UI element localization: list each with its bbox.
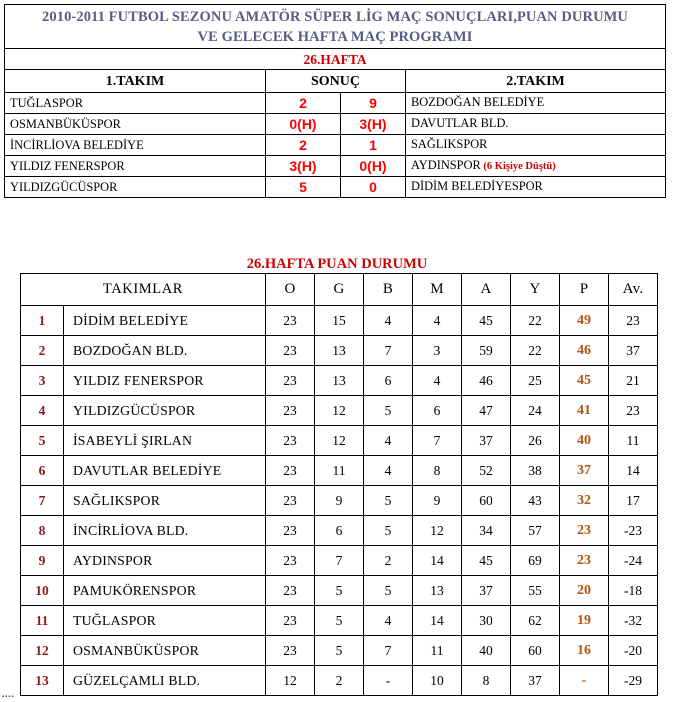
standings-goals-against: 22 <box>511 306 560 336</box>
standings-points: 40 <box>560 426 609 456</box>
standings-goals-for: 52 <box>462 456 511 486</box>
table-row <box>21 576 658 606</box>
standings-won: 12 <box>315 396 364 426</box>
standings-rank: 3 <box>21 366 64 396</box>
table-row <box>21 666 658 696</box>
standings-goal-diff: 17 <box>609 486 658 516</box>
standings-played: 23 <box>266 636 315 666</box>
standings-won: 9 <box>315 486 364 516</box>
standings-goals-against: 60 <box>511 636 560 666</box>
standings-won: 13 <box>315 366 364 396</box>
standings-played: 23 <box>266 546 315 576</box>
standings-played: 12 <box>266 666 315 696</box>
table-row <box>5 114 666 135</box>
standings-won: 5 <box>315 606 364 636</box>
header-score: SONUÇ <box>266 70 406 93</box>
standings-rank: 1 <box>21 306 64 336</box>
table-row <box>21 516 658 546</box>
standings-team-name: DİDİM BELEDİYE <box>64 306 266 336</box>
standings-team-name: İSABEYLİ ŞIRLAN <box>64 426 266 456</box>
table-row <box>5 156 666 177</box>
results-header-row <box>5 70 666 93</box>
standings-won: 2 <box>315 666 364 696</box>
week-label: 26.HAFTA <box>5 49 666 70</box>
standings-goal-diff: -23 <box>609 516 658 546</box>
header-team2: 2.TAKIM <box>406 70 666 93</box>
standings-won: 15 <box>315 306 364 336</box>
standings-goal-diff: -18 <box>609 576 658 606</box>
standings-goals-against: 26 <box>511 426 560 456</box>
standings-points: 16 <box>560 636 609 666</box>
table-row <box>5 135 666 156</box>
standings-drawn: 5 <box>364 576 413 606</box>
standings-title: 26.HAFTA PUAN DURUMU <box>246 256 428 272</box>
result-away-score: 9 <box>341 93 406 114</box>
result-away-team-name: BOZDOĞAN BELEDİYE <box>411 95 545 109</box>
standings-goals-against: 69 <box>511 546 560 576</box>
standings-points: 41 <box>560 396 609 426</box>
standings-goals-against: 22 <box>511 336 560 366</box>
standings-drawn: 4 <box>364 456 413 486</box>
standings-rank: 13 <box>21 666 64 696</box>
standings-goal-diff: -24 <box>609 546 658 576</box>
table-row <box>21 606 658 636</box>
standings-team-name: AYDINSPOR <box>64 546 266 576</box>
standings-played: 23 <box>266 366 315 396</box>
standings-rank: 8 <box>21 516 64 546</box>
standings-rank: 7 <box>21 486 64 516</box>
standings-lost: 3 <box>413 336 462 366</box>
standings-lost: 4 <box>413 366 462 396</box>
table-row <box>21 546 658 576</box>
standings-table <box>20 273 658 696</box>
standings-header-points: P <box>560 274 609 306</box>
result-home-score: 0(H) <box>266 114 341 135</box>
standings-rank: 10 <box>21 576 64 606</box>
standings-drawn: 4 <box>364 606 413 636</box>
standings-rank: 9 <box>21 546 64 576</box>
result-away-team <box>406 114 666 135</box>
table-row <box>21 366 658 396</box>
standings-rank: 12 <box>21 636 64 666</box>
standings-drawn: 6 <box>364 366 413 396</box>
standings-points: 46 <box>560 336 609 366</box>
table-row <box>21 336 658 366</box>
standings-goal-diff: 14 <box>609 456 658 486</box>
standings-team-name: BOZDOĞAN BLD. <box>64 336 266 366</box>
standings-lost: 12 <box>413 516 462 546</box>
standings-played: 23 <box>266 456 315 486</box>
standings-points: 37 <box>560 456 609 486</box>
standings-played: 23 <box>266 426 315 456</box>
table-row <box>21 486 658 516</box>
standings-header-drawn: B <box>364 274 413 306</box>
standings-rank: 2 <box>21 336 64 366</box>
standings-points: 32 <box>560 486 609 516</box>
standings-played: 23 <box>266 306 315 336</box>
standings-played: 23 <box>266 396 315 426</box>
standings-won: 13 <box>315 336 364 366</box>
standings-goals-against: 38 <box>511 456 560 486</box>
standings-goals-for: 37 <box>462 576 511 606</box>
standings-goals-for: 30 <box>462 606 511 636</box>
table-row <box>21 306 658 336</box>
result-away-score: 0 <box>341 177 406 198</box>
standings-header-goals-against: Y <box>511 274 560 306</box>
standings-drawn: 7 <box>364 336 413 366</box>
standings-goals-for: 34 <box>462 516 511 546</box>
standings-drawn: 5 <box>364 396 413 426</box>
standings-goals-for: 45 <box>462 306 511 336</box>
standings-team-name: YILDIZ FENERSPOR <box>64 366 266 396</box>
standings-goal-diff: 21 <box>609 366 658 396</box>
document-title-line1: 2010-2011 FUTBOL SEZONU AMATÖR SÜPER LİG MAÇ SONUÇLARI,PUAN DURUMU <box>42 9 628 25</box>
standings-won: 6 <box>315 516 364 546</box>
standings-goals-against: 55 <box>511 576 560 606</box>
standings-rank: 4 <box>21 396 64 426</box>
standings-goals-against: 43 <box>511 486 560 516</box>
standings-goal-diff: 23 <box>609 306 658 336</box>
standings-lost: 11 <box>413 636 462 666</box>
standings-won: 11 <box>315 456 364 486</box>
standings-points: 45 <box>560 366 609 396</box>
standings-header-teams: TAKIMLAR <box>21 274 266 306</box>
standings-won: 5 <box>315 636 364 666</box>
standings-drawn: 2 <box>364 546 413 576</box>
standings-goals-for: 60 <box>462 486 511 516</box>
standings-goals-against: 57 <box>511 516 560 546</box>
result-home-team: İNCİRLİOVA BELEDİYE <box>5 135 266 156</box>
header-team1: 1.TAKIM <box>5 70 266 93</box>
standings-header-lost: M <box>413 274 462 306</box>
table-row <box>21 456 658 486</box>
standings-won: 5 <box>315 576 364 606</box>
standings-drawn: 5 <box>364 516 413 546</box>
standings-goals-for: 46 <box>462 366 511 396</box>
standings-body <box>21 306 658 696</box>
result-away-team-name: AYDINSPOR <box>411 158 481 172</box>
result-home-score: 2 <box>266 135 341 156</box>
standings-goals-for: 47 <box>462 396 511 426</box>
standings-played: 23 <box>266 516 315 546</box>
standings-team-name: OSMANBÜKÜSPOR <box>64 636 266 666</box>
standings-lost: 6 <box>413 396 462 426</box>
result-home-score: 5 <box>266 177 341 198</box>
standings-header-row <box>21 274 658 306</box>
standings-goals-for: 37 <box>462 426 511 456</box>
standings-goals-against: 37 <box>511 666 560 696</box>
standings-won: 12 <box>315 426 364 456</box>
standings-goal-diff: 23 <box>609 396 658 426</box>
standings-goal-diff: -20 <box>609 636 658 666</box>
standings-goals-against: 62 <box>511 606 560 636</box>
standings-drawn: - <box>364 666 413 696</box>
standings-goal-diff: -32 <box>609 606 658 636</box>
result-away-team-name: SAĞLIKSPOR <box>411 137 488 151</box>
page-bottom-artifact: ▪▪▪▪ <box>2 694 15 700</box>
standings-header-won: G <box>315 274 364 306</box>
standings-team-name: DAVUTLAR BELEDİYE <box>64 456 266 486</box>
standings-goal-diff: 37 <box>609 336 658 366</box>
result-home-team: TUĞLASPOR <box>5 93 266 114</box>
document-title-line2: VE GELECEK HAFTA MAÇ PROGRAMI <box>197 29 473 45</box>
standings-lost: 7 <box>413 426 462 456</box>
document-title-row <box>5 5 666 49</box>
standings-rank: 6 <box>21 456 64 486</box>
match-results-section <box>4 4 665 198</box>
result-away-team <box>406 156 666 177</box>
table-row <box>21 396 658 426</box>
standings-points: 23 <box>560 516 609 546</box>
result-away-team <box>406 177 666 198</box>
standings-lost: 9 <box>413 486 462 516</box>
standings-lost: 4 <box>413 306 462 336</box>
standings-points: 20 <box>560 576 609 606</box>
result-home-score: 2 <box>266 93 341 114</box>
result-home-team: OSMANBÜKÜSPOR <box>5 114 266 135</box>
result-note: (6 Kişiye Düştü) <box>480 161 556 172</box>
table-row <box>21 636 658 666</box>
standings-points: - <box>560 666 609 696</box>
standings-played: 23 <box>266 606 315 636</box>
week-label-row <box>5 49 666 70</box>
standings-team-name: YILDIZGÜCÜSPOR <box>64 396 266 426</box>
standings-team-name: GÜZELÇAMLI BLD. <box>64 666 266 696</box>
standings-played: 23 <box>266 336 315 366</box>
standings-lost: 14 <box>413 606 462 636</box>
standings-team-name: İNCİRLİOVA BLD. <box>64 516 266 546</box>
standings-header-played: O <box>266 274 315 306</box>
standings-won: 7 <box>315 546 364 576</box>
table-row <box>5 93 666 114</box>
table-row <box>5 177 666 198</box>
standings-points: 49 <box>560 306 609 336</box>
result-away-team-name: DAVUTLAR BLD. <box>411 116 509 130</box>
result-away-score: 0(H) <box>341 156 406 177</box>
standings-drawn: 5 <box>364 486 413 516</box>
standings-lost: 8 <box>413 456 462 486</box>
standings-goals-against: 24 <box>511 396 560 426</box>
document-title <box>5 5 666 49</box>
standings-goal-diff: 11 <box>609 426 658 456</box>
standings-goal-diff: -29 <box>609 666 658 696</box>
table-row <box>21 426 658 456</box>
standings-rank: 5 <box>21 426 64 456</box>
result-away-team <box>406 135 666 156</box>
standings-played: 23 <box>266 486 315 516</box>
standings-lost: 10 <box>413 666 462 696</box>
result-home-team: YILDIZ FENERSPOR <box>5 156 266 177</box>
standings-rank: 11 <box>21 606 64 636</box>
standings-points: 19 <box>560 606 609 636</box>
standings-played: 23 <box>266 576 315 606</box>
result-away-score: 1 <box>341 135 406 156</box>
standings-drawn: 4 <box>364 306 413 336</box>
standings-points: 23 <box>560 546 609 576</box>
standings-goals-for: 40 <box>462 636 511 666</box>
standings-goals-for: 59 <box>462 336 511 366</box>
standings-drawn: 4 <box>364 426 413 456</box>
standings-team-name: PAMUKÖRENSPOR <box>64 576 266 606</box>
match-results-table <box>4 4 666 198</box>
standings-lost: 13 <box>413 576 462 606</box>
result-home-team: YILDIZGÜCÜSPOR <box>5 177 266 198</box>
standings-header-goals-for: A <box>462 274 511 306</box>
standings-team-name: TUĞLASPOR <box>64 606 266 636</box>
standings-lost: 14 <box>413 546 462 576</box>
result-away-team <box>406 93 666 114</box>
standings-header-goal-diff: Av. <box>609 274 658 306</box>
standings-goals-against: 25 <box>511 366 560 396</box>
result-away-team-name: DİDİM BELEDİYESPOR <box>411 179 543 193</box>
result-away-score: 3(H) <box>341 114 406 135</box>
standings-section <box>20 273 657 696</box>
standings-drawn: 7 <box>364 636 413 666</box>
standings-goals-for: 8 <box>462 666 511 696</box>
standings-team-name: SAĞLIKSPOR <box>64 486 266 516</box>
standings-goals-for: 45 <box>462 546 511 576</box>
result-home-score: 3(H) <box>266 156 341 177</box>
